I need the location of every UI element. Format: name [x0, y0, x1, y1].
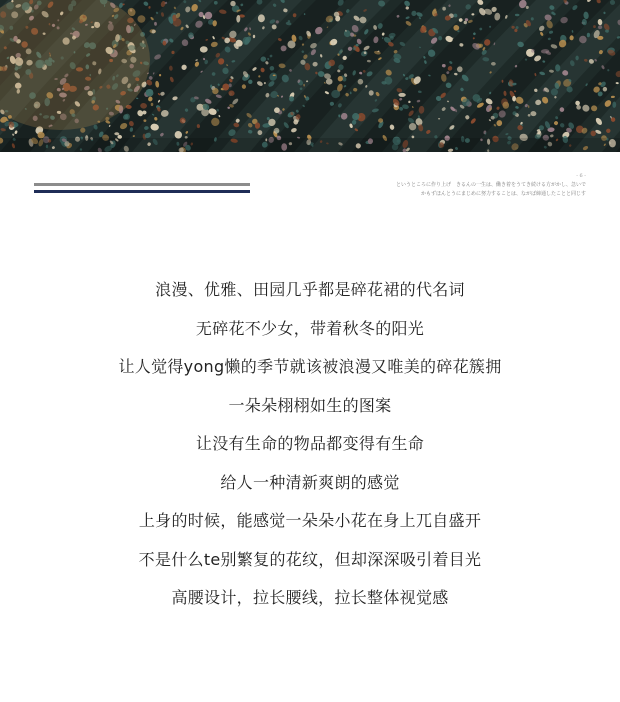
- description-line: 浪漫、优雅、田园几乎都是碎花裙的代名词: [155, 280, 465, 299]
- caption-line-2: かもずほんとうにまじめに努力することは、ながば締通したことと同じす: [420, 191, 586, 197]
- decorative-divider: [34, 183, 250, 195]
- fabric-banner-image: [0, 0, 620, 152]
- caption-page-number: - 6 -: [576, 173, 586, 179]
- description-line: 给人一种清新爽朗的感觉: [220, 472, 400, 492]
- floral-fabric-illustration: [0, 0, 620, 152]
- description-line: 让没有生命的物品都变得有生命: [195, 434, 425, 453]
- product-description: [0, 271, 620, 618]
- description-line: 不是什么te别繁复的花纹，但却深深吸引着目光: [138, 549, 482, 569]
- divider-line-navy: [34, 190, 250, 193]
- japanese-caption: [366, 172, 586, 199]
- description-line: 上身的时候，能感觉一朵朵小花在身上兀自盛开: [138, 511, 482, 530]
- caption-line-1: というところに作り上げ きるんの一生は、働き着をうてき続ける方がかし、急いで: [395, 182, 586, 188]
- description-line: 一朵朵栩栩如生的图案: [228, 395, 392, 415]
- description-line: 高腰设计，拉长腰线，拉长整体视觉感: [171, 588, 449, 607]
- divider-line-gray: [34, 183, 250, 186]
- description-line: 无碎花不少女，带着秋冬的阳光: [195, 318, 425, 338]
- description-line: 让人觉得yong懒的季节就该被浪漫又唯美的碎花簇拥: [118, 357, 502, 376]
